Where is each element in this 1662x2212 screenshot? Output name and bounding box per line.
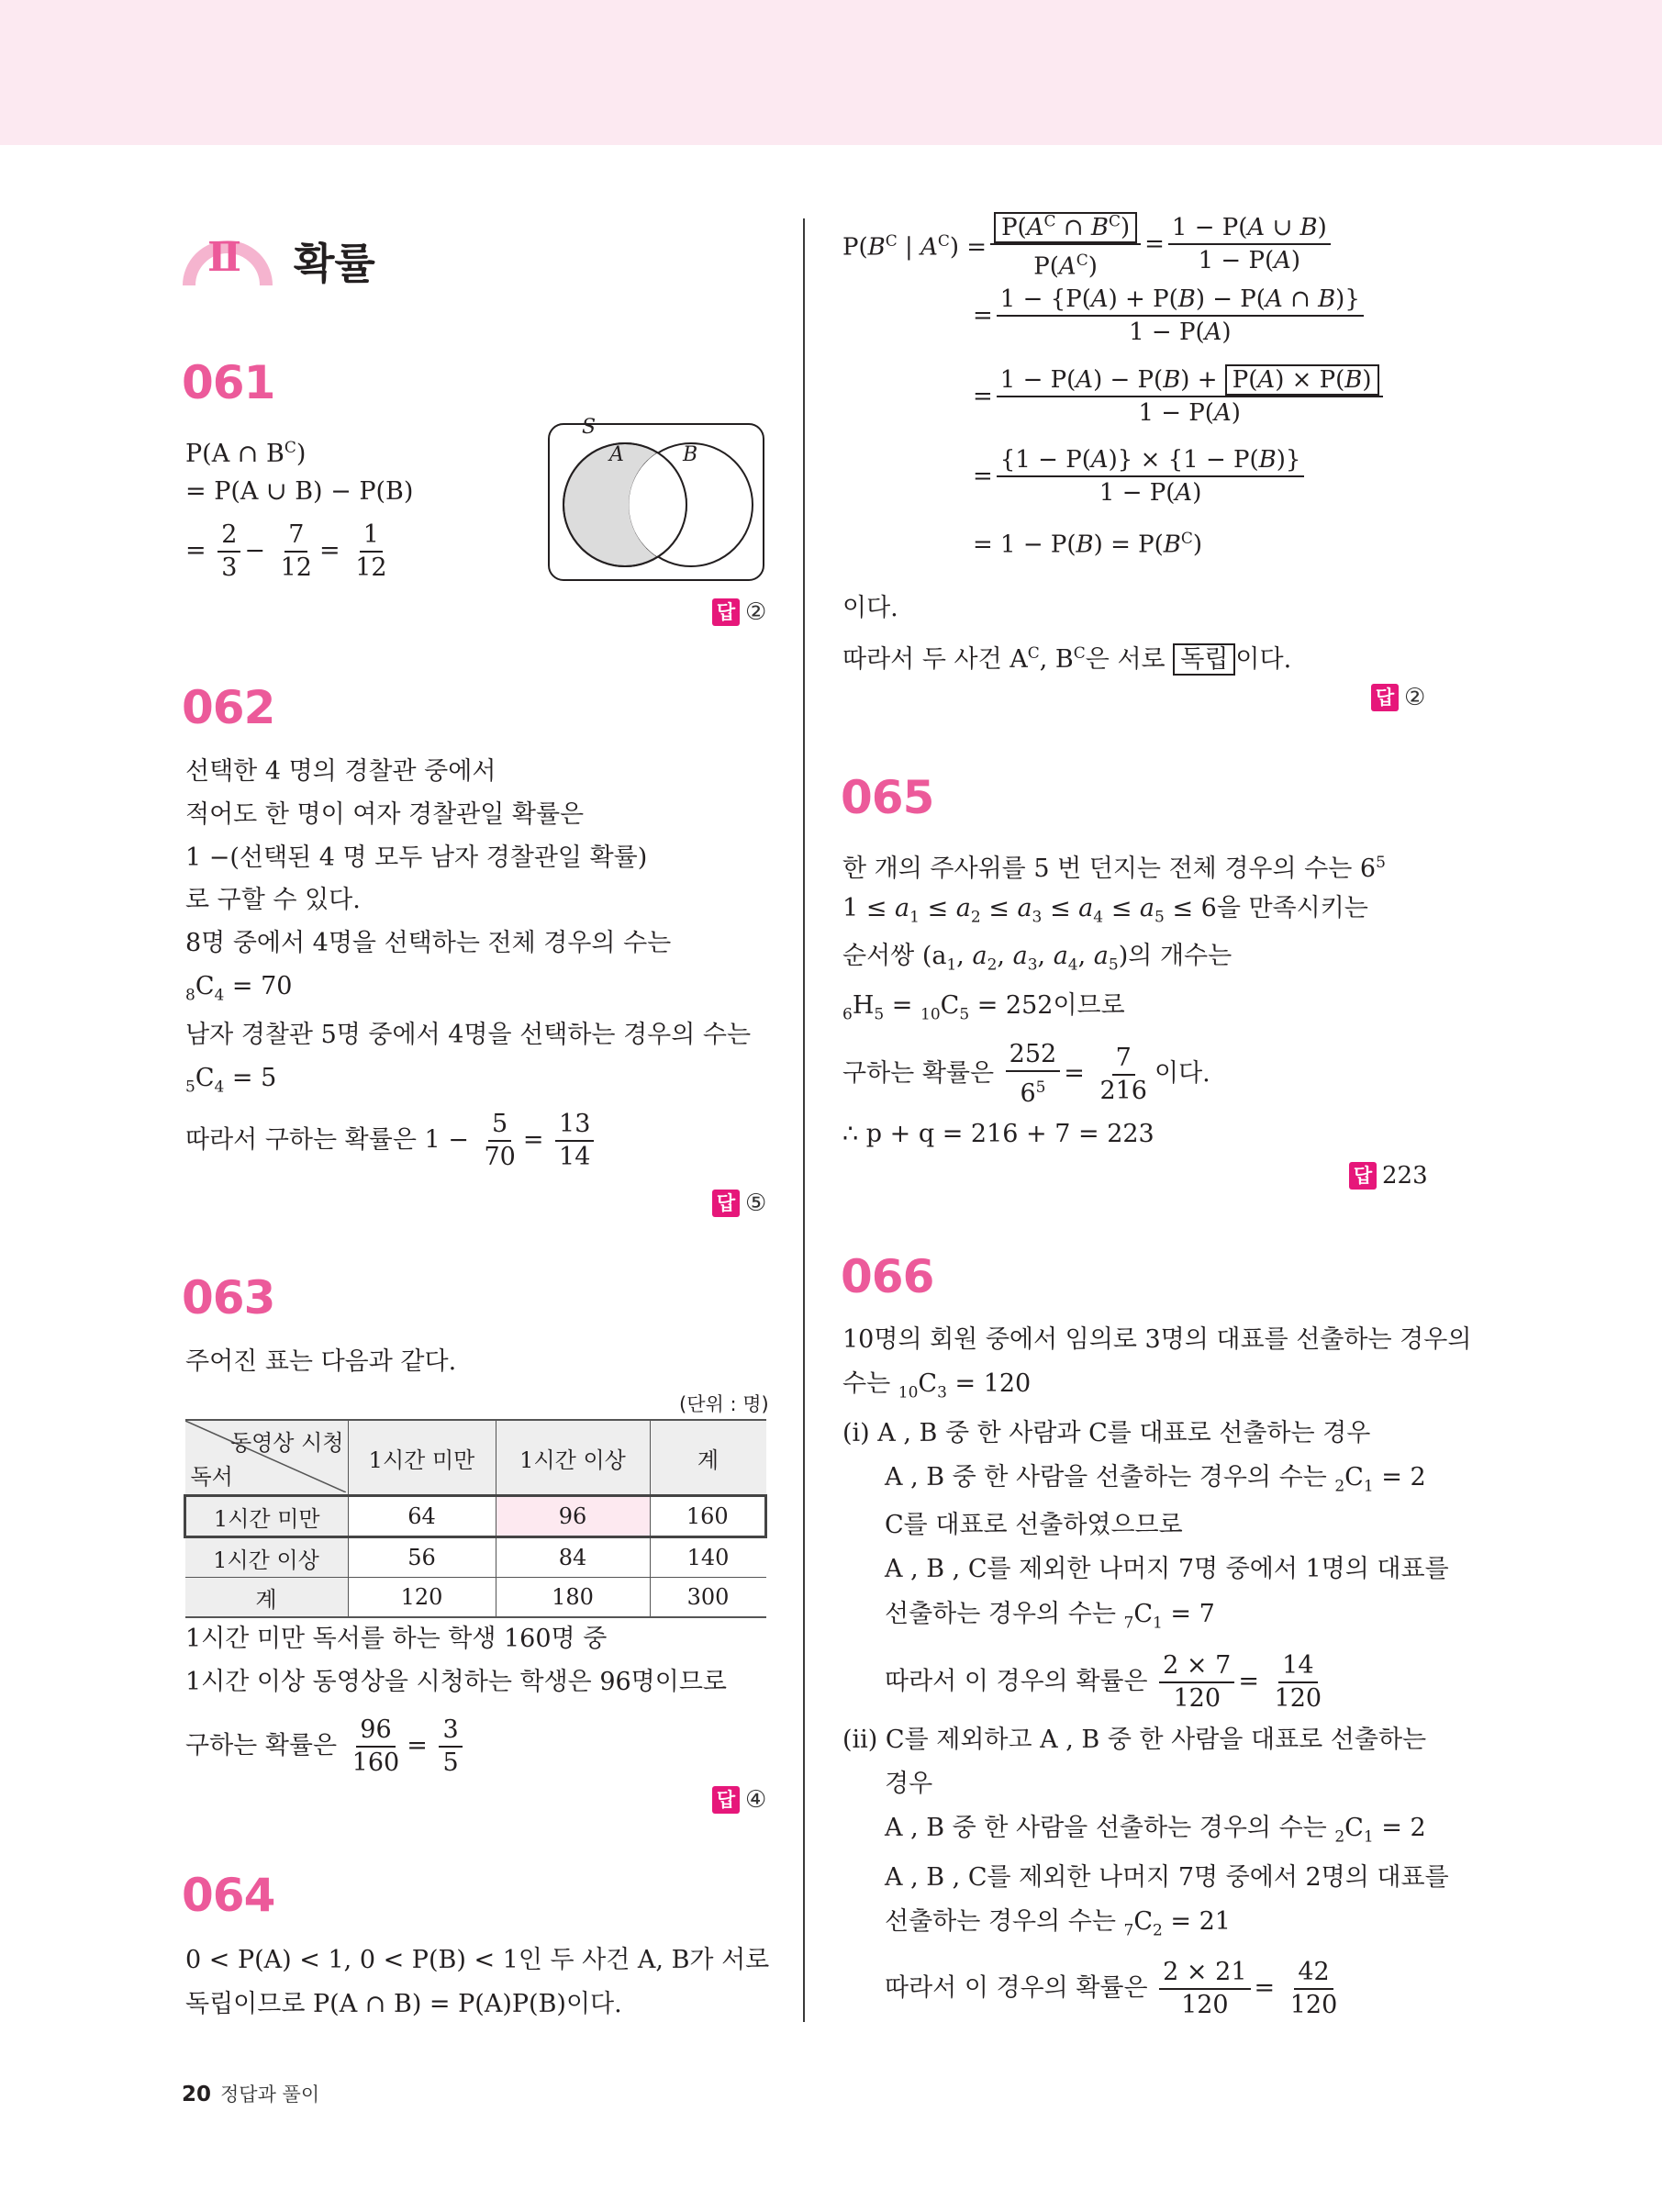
p061-line-2: = P(A ∪ B) − P(B) bbox=[185, 477, 414, 506]
problem-number-065: 065 bbox=[841, 771, 934, 824]
footer-label: 정답과 풀이 bbox=[220, 2084, 320, 2106]
p064-derivation: $P(B^C$ | $A^C$) = $\frac{P(A^C \cap B^C)}{P(A^C)}$ = $\frac{1 - P(A \cup B)}{1 - P(A)}$ = $\frac{1 - \{P(A) + P(B) - P(A \cap B)\}}{1 - P(A)}$ = $\frac{1 - P(A) - P(B) + P(A) \times P(B)}{1 - P(A)}$ = $\frac{\{1 - P(A)\} \times \{1 - P(B)\}}{1 - P(A)}$ = $1 - P(B) = P(B^C)$ bbox=[842, 213, 1387, 567]
chapter-numeral: Ⅱ bbox=[207, 234, 242, 281]
p066-case1-line-3: A , B , C를 제외한 나머지 7명 중에서 1명의 대표를 bbox=[885, 1555, 1449, 1583]
venn-diagram bbox=[547, 413, 767, 583]
table-cell: 160 bbox=[650, 1496, 766, 1537]
problem-number-061: 061 bbox=[182, 356, 275, 409]
p062-line-6: $_8C_4 = 70$ bbox=[185, 972, 293, 1005]
p066-line-1: 10명의 회원 중에서 임의로 3명의 대표를 선출하는 경우의 bbox=[842, 1325, 1472, 1354]
table-row-label: 1시간 이상 bbox=[185, 1537, 349, 1578]
page-number: 20 bbox=[182, 2083, 212, 2106]
p066-case1-line-4: 선출하는 경우의 수는 $_7C_1 = 7$ bbox=[885, 1600, 1215, 1633]
p066-case1-line-2: C를 대표로 선출하였으므로 bbox=[885, 1511, 1183, 1539]
p063-line-1: 1시간 미만 독서를 하는 학생 160명 중 bbox=[185, 1625, 608, 1653]
table-cell: 120 bbox=[348, 1578, 496, 1618]
p065-line-2: $1 \le a_1 \le a_2 \le a_3 \le a_4 \le a_5 \le 6$을 만족시키는 bbox=[842, 894, 1368, 927]
table-cell-highlight: 96 bbox=[496, 1496, 650, 1537]
table-header: 1시간 미만 bbox=[348, 1420, 496, 1496]
table-row bbox=[185, 1496, 766, 1537]
p066-case2-title-cont: 경우 bbox=[885, 1770, 933, 1798]
answer-062: 답 ⑤ bbox=[712, 1190, 766, 1217]
p063-conclusion: 구하는 확률은 $\frac{96}{160}$ = $\frac{3}{5}$ bbox=[185, 1716, 466, 1777]
chapter-title: 확률 bbox=[294, 239, 375, 288]
table-row-label: 1시간 미만 bbox=[185, 1496, 349, 1537]
problem-number-066: 066 bbox=[841, 1250, 934, 1303]
p062-line-2: 적어도 한 명이 여자 경찰관일 확률은 bbox=[185, 800, 585, 829]
table-cell: 140 bbox=[650, 1537, 766, 1578]
problem-number-064: 064 bbox=[182, 1869, 275, 1922]
table-row-label: 계 bbox=[185, 1578, 349, 1618]
table-header: 1시간 이상 bbox=[496, 1420, 650, 1496]
p062-line-3: 1 −(선택된 4 명 모두 남자 경찰관일 확률) bbox=[185, 843, 648, 872]
table-cell: 300 bbox=[650, 1578, 766, 1618]
p062-line-8: $_5C_4 = 5$ bbox=[185, 1064, 277, 1097]
table-header: 계 bbox=[650, 1420, 766, 1496]
p066-case1-title: (ⅰ) A , B 중 한 사람과 C를 대표로 선출하는 경우 bbox=[842, 1419, 1371, 1447]
p066-case2-prob: 따라서 이 경우의 확률은 $\frac{2 \times 21}{120}$ = $\frac{42}{120}$ bbox=[885, 1958, 1338, 2019]
p066-line-2: 수는 $_{10}C_3 = 120$ bbox=[842, 1369, 1032, 1402]
p062-line-5: 8명 중에서 4명을 선택하는 전체 경우의 수는 bbox=[185, 929, 672, 957]
table-corner-cell: 동영상 시청 독서 bbox=[185, 1420, 349, 1496]
p062-line-4: 로 구할 수 있다. bbox=[185, 886, 361, 914]
answer-063: 답 ④ bbox=[712, 1786, 766, 1814]
table-row bbox=[185, 1537, 766, 1578]
p066-case2-line-2: A , B , C를 제외한 나머지 7명 중에서 2명의 대표를 bbox=[885, 1863, 1449, 1892]
table-cell: 180 bbox=[496, 1578, 650, 1618]
p062-line-1: 선택한 4 명의 경찰관 중에서 bbox=[185, 757, 496, 786]
p065-line-3: 순서쌍 ($a_1$, $a_2$, $a_3$, $a_4$, $a_5$)의 개수는 bbox=[842, 942, 1233, 975]
p064-line-1: 0 < P(A) < 1, 0 < P(B) < 1인 두 사건 A, B가 서로 bbox=[185, 1946, 770, 1974]
p063-table bbox=[184, 1419, 767, 1618]
p066-case1-line-1: A , B 중 한 사람을 선출하는 경우의 수는 $_2C_1 = 2$ bbox=[885, 1463, 1426, 1496]
p062-line-7: 남자 경찰관 5명 중에서 4명을 선택하는 경우의 수는 bbox=[185, 1021, 752, 1049]
table-cell: 84 bbox=[496, 1537, 650, 1578]
table-cell: 56 bbox=[348, 1537, 496, 1578]
p066-case2-line-3: 선출하는 경우의 수는 $_7C_2 = 21$ bbox=[885, 1907, 1231, 1940]
answer-065: 답 223 bbox=[1349, 1162, 1428, 1190]
p064-line-2: 독립이므로 P(A ∩ B) = P(A)P(B)이다. bbox=[185, 1990, 622, 2018]
p064-line-3: 이다. bbox=[842, 594, 898, 622]
venn-label-s: S bbox=[582, 416, 597, 439]
p062-conclusion: 따라서 구하는 확률은 1 − $\frac{5}{70}$ = $\frac{13}{14}$ bbox=[185, 1111, 597, 1171]
p066-case2-title: (ⅱ) C를 제외하고 A , B 중 한 사람을 대표로 선출하는 bbox=[842, 1726, 1427, 1754]
answer-064: 답 ② bbox=[1371, 684, 1425, 711]
p064-line-4: 따라서 두 사건 $A^C$, $B^C$은 서로 독립 이다. bbox=[842, 644, 1292, 674]
table-row bbox=[185, 1578, 766, 1618]
page-footer bbox=[182, 2080, 319, 2107]
venn-label-a: A bbox=[609, 443, 624, 466]
problem-number-063: 063 bbox=[182, 1271, 275, 1324]
table-cell: 64 bbox=[348, 1496, 496, 1537]
top-color-band bbox=[0, 0, 1662, 145]
p061-line-1: P(A ∩ $B^C$) bbox=[185, 439, 307, 468]
answer-061: 답 ② bbox=[712, 598, 766, 626]
p063-line-2: 1시간 이상 동영상을 시청하는 학생은 96명이므로 bbox=[185, 1668, 728, 1696]
column-divider bbox=[803, 218, 805, 2022]
p066-case1-prob: 따라서 이 경우의 확률은 $\frac{2 \times 7}{120}$ = $\frac{14}{120}$ bbox=[885, 1651, 1322, 1713]
p065-line-4: $_6H_5 = _{10}C_5 = 252$이므로 bbox=[842, 991, 1125, 1024]
chapter-heading bbox=[182, 214, 485, 287]
p065-line-6: ∴ p + q = 216 + 7 = 223 bbox=[842, 1120, 1154, 1148]
problem-number-062: 062 bbox=[182, 681, 275, 734]
venn-label-b: B bbox=[683, 443, 698, 466]
p063-unit: (단위 : 명) bbox=[679, 1393, 769, 1415]
p066-case2-line-1: A , B 중 한 사람을 선출하는 경우의 수는 $_2C_1 = 2$ bbox=[885, 1814, 1426, 1847]
p065-conclusion: 구하는 확률은 $\frac{252}{6^5}$ = $\frac{7}{216}$ 이다. bbox=[842, 1040, 1210, 1108]
p065-line-1: 한 개의 주사위를 5 번 던지는 전체 경우의 수는 $6^5$ bbox=[842, 854, 1386, 883]
p063-intro: 주어진 표는 다음과 같다. bbox=[185, 1347, 457, 1376]
p061-line-3: = $\frac{2}{3}$ − $\frac{7}{12}$ = $\frac{1}{12}$ bbox=[185, 520, 387, 582]
